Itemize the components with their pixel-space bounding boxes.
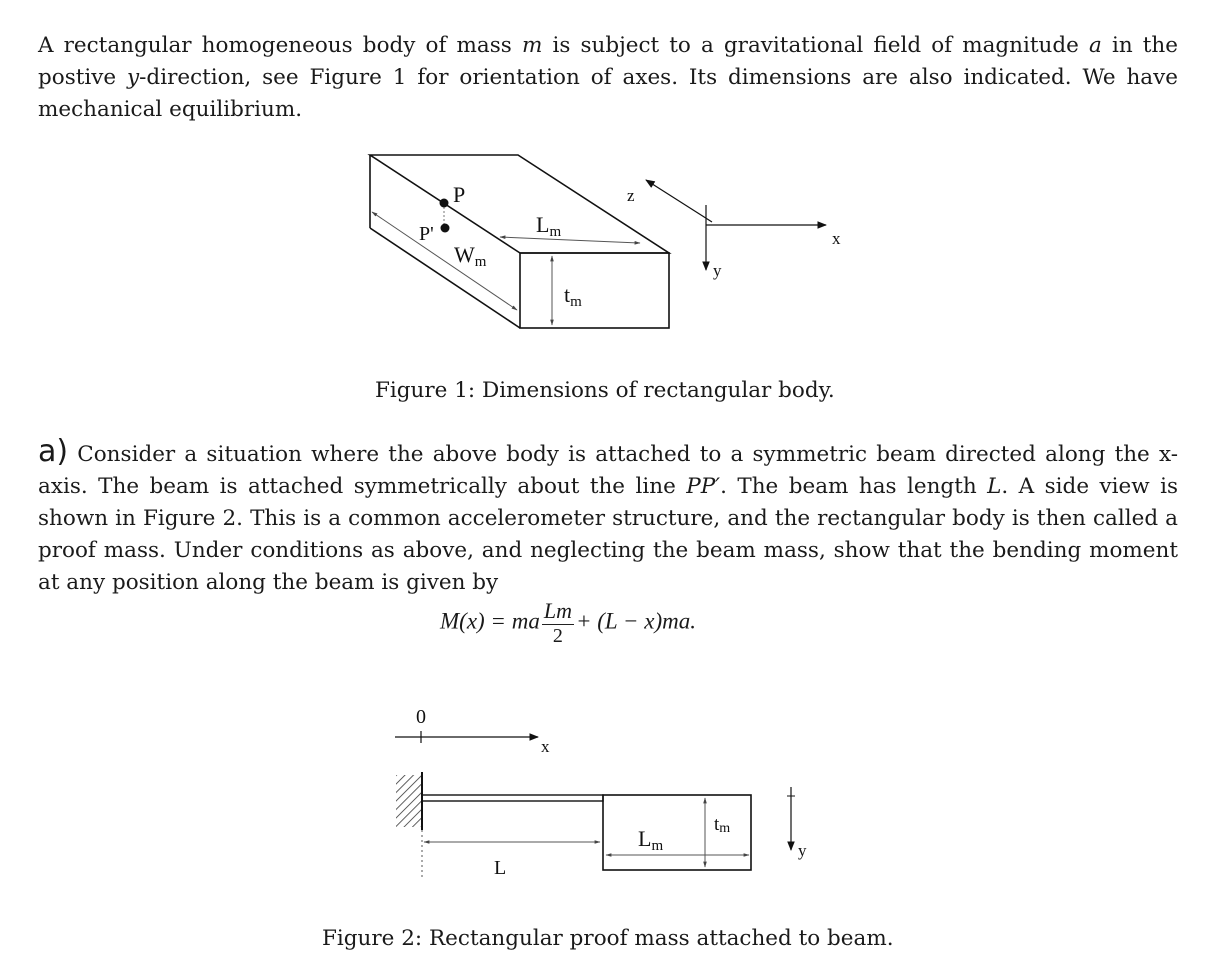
label-p-prime: P' <box>419 223 434 245</box>
origin-label: 0 <box>416 706 426 728</box>
var-a: a <box>1089 33 1102 58</box>
figure2-axes <box>395 706 807 860</box>
bending-moment-equation <box>440 598 696 648</box>
equation-fraction <box>542 598 574 648</box>
figure1-axes <box>627 180 841 280</box>
fig2-tm-label: tm <box>714 814 731 836</box>
part-a-marker: a) <box>38 434 69 469</box>
wall-support <box>396 775 422 827</box>
var-pp: PP′ <box>686 474 721 499</box>
label-wm: Wm <box>454 242 487 270</box>
label-lm: Lm <box>536 212 562 240</box>
point-p-prime <box>441 224 450 233</box>
figure2-beam-diagram <box>396 772 751 879</box>
equation-rhs: + (L − x)ma. <box>575 608 697 634</box>
axis-y-label: y <box>713 261 722 280</box>
axis-x-label: x <box>832 229 841 248</box>
fig2-x-label: x <box>541 737 550 756</box>
label-p: P <box>453 182 466 207</box>
equation-lhs: M(x) = ma <box>440 608 540 634</box>
fig2-lm-label: Lm <box>638 826 664 854</box>
beam <box>422 795 603 801</box>
label-tm: tm <box>564 282 582 310</box>
part-a-paragraph: a) Consider a situation where the above body is attached to a symmetric beam directed along the x-axis. The beam is attached symmetrically about the line PP′. The beam has length L. A side view is shown in Figure 2. This is a common accelerometer structure, and the rectangular body is then called a proof mass. Under conditions as above, and neglecting the beam mass, show that the bending moment at any position along the beam is given by <box>38 434 1178 595</box>
equation-numerator: Lm <box>543 598 572 623</box>
intro-paragraph: A rectangular homogeneous body of mass m is subject to a gravitational field of magnitude a in the postive y-direction, see Figure 1 for orientation of axes. Its dimensions are also indicated. We have mechanical equilibrium. <box>38 33 1178 122</box>
var-l: L <box>987 474 1002 499</box>
var-m: m <box>521 33 543 58</box>
equation-denominator: 2 <box>552 625 563 647</box>
length-l-label: L <box>494 857 507 879</box>
figure1-box-diagram <box>370 155 669 328</box>
axis-z-label: z <box>627 186 635 205</box>
figure1-caption: Figure 1: Dimensions of rectangular body. <box>375 378 835 403</box>
var-y: y <box>127 65 140 90</box>
point-p <box>440 199 449 208</box>
figure2-caption: Figure 2: Rectangular proof mass attached to beam. <box>322 926 894 951</box>
fig2-y-label: y <box>798 841 807 860</box>
